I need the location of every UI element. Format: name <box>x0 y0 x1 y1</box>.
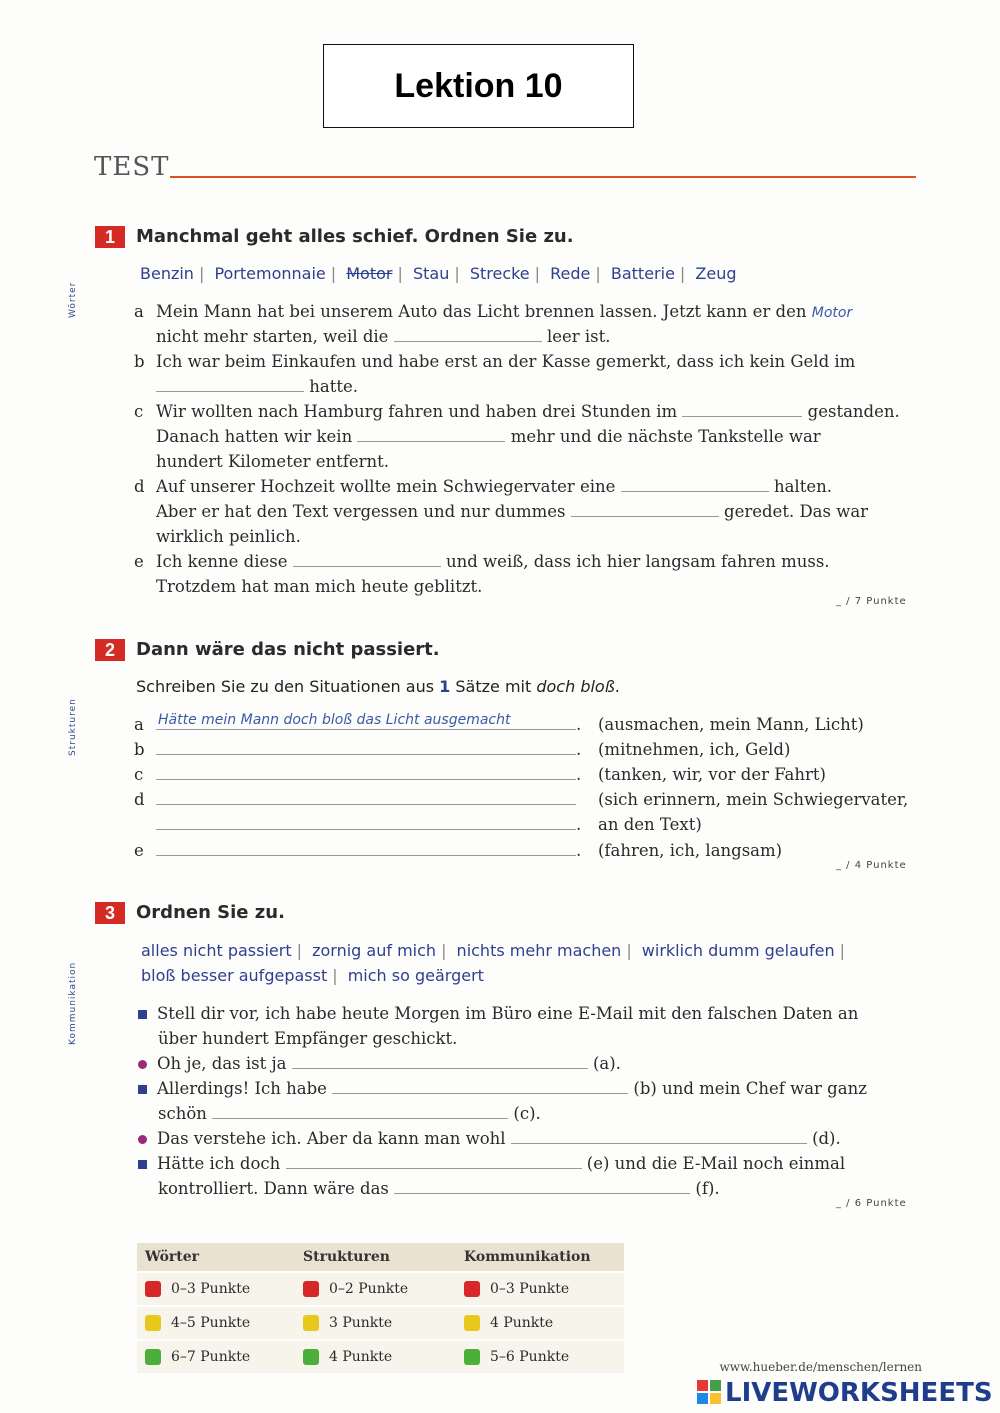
s3-dialog-line8: kontrolliert. Dann wäre das (f). <box>158 1179 720 1198</box>
speaker-b-circle-icon <box>138 1135 147 1144</box>
s3-blank-e[interactable] <box>286 1154 582 1169</box>
s1-item-d-line3: wirklich peinlich. <box>156 527 301 546</box>
green-square-icon <box>464 1349 480 1365</box>
lesson-title: Lektion 10 <box>323 44 634 128</box>
section1-title: Manchmal geht alles schief. Ordnen Sie zu. <box>136 226 574 247</box>
section1-word-bank: Benzin | Portemonnaie | Motor | Stau | Strecke | Rede | Batterie | Zeug <box>140 264 737 283</box>
section2-instruction: Schreiben Sie zu den Situationen aus 1 Sätze mit doch bloß. <box>136 677 620 696</box>
section3-side-label: Kommunikation <box>68 961 78 1045</box>
s2-hint-e: (fahren, ich, langsam) <box>598 841 783 860</box>
speaker-a-square-icon <box>138 1010 147 1019</box>
section2-title: Dann wäre das nicht passiert. <box>136 639 440 660</box>
score-table-header <box>137 1243 624 1272</box>
s3-dialog-line2: über hundert Empfänger geschickt. <box>158 1029 458 1048</box>
s2-hint-b: (mitnehmen, ich, Geld) <box>598 740 791 759</box>
score-row-green: 6–7 Punkte 4 Punkte 5–6 Punkte <box>137 1340 624 1373</box>
score-table <box>137 1243 624 1373</box>
score-header-kommunikation: Kommunikation <box>456 1243 624 1272</box>
score-header-woerter: Wörter <box>137 1243 295 1272</box>
score-row-red: 0–3 Punkte 0–2 Punkte 0–3 Punkte <box>137 1272 624 1306</box>
s1-blank-c2[interactable] <box>357 427 505 442</box>
test-divider <box>170 176 916 178</box>
s2-item-d-line2: . <box>156 815 581 834</box>
s2-item-a: a Hätte mein Mann doch bloß das Licht ausgemacht . <box>134 712 582 734</box>
s1-item-b-line1: b Ich war beim Einkaufen und habe erst an der Kasse gemerkt, dass ich kein Geld im <box>134 352 856 371</box>
s1-item-a-line2: nicht mehr starten, weil die leer ist. <box>156 327 611 346</box>
s1-blank-d1[interactable] <box>621 477 769 492</box>
s3-dialog-line1: Stell dir vor, ich habe heute Morgen im Büro eine E-Mail mit den falschen Daten an <box>138 1004 858 1023</box>
s3-blank-d[interactable] <box>511 1129 807 1144</box>
word-rede: Rede <box>550 264 591 283</box>
s2-blank-a[interactable] <box>156 712 576 730</box>
s1-item-e-line1: e Ich kenne diese und weiß, dass ich hier langsam fahren muss. <box>134 552 830 571</box>
section1-points: _ / 7 Punkte <box>836 596 907 607</box>
yellow-square-icon <box>464 1315 480 1331</box>
score-header-strukturen: Strukturen <box>295 1243 456 1272</box>
s2-hint-d1: (sich erinnern, mein Schwiegervater, <box>598 790 909 809</box>
s3-blank-c[interactable] <box>212 1104 508 1119</box>
s3-dialog-line5: schön (c). <box>158 1104 541 1123</box>
green-square-icon <box>145 1349 161 1365</box>
red-square-icon <box>145 1281 161 1297</box>
s2-hint-d2: an den Text) <box>598 815 702 834</box>
s2-blank-e[interactable] <box>156 841 576 856</box>
s2-hint-a: (ausmachen, mein Mann, Licht) <box>598 715 864 734</box>
section1-side-label: Wörter <box>68 281 78 318</box>
speaker-b-circle-icon <box>138 1060 147 1069</box>
s1-item-a-line1: a Mein Mann hat bei unserem Auto das Licht brennen lassen. Jetzt kann er den Motor <box>134 302 853 321</box>
speaker-a-square-icon <box>138 1085 147 1094</box>
s2-answer-a: Hätte mein Mann doch bloß das Licht ausgemacht <box>158 712 511 728</box>
yellow-square-icon <box>303 1315 319 1331</box>
s3-blank-b[interactable] <box>332 1079 628 1094</box>
s2-blank-d1[interactable] <box>156 790 576 805</box>
s3-blank-a[interactable] <box>292 1054 588 1069</box>
section2-number: 2 <box>95 639 125 661</box>
red-square-icon <box>303 1281 319 1297</box>
s3-blank-f[interactable] <box>394 1179 690 1194</box>
word-motor-used: Motor <box>346 264 393 283</box>
s2-blank-d2[interactable] <box>156 815 576 830</box>
word-benzin: Benzin <box>140 264 194 283</box>
s3-dialog-line7: Hätte ich doch (e) und die E-Mail noch einmal <box>138 1154 845 1173</box>
s1-item-d-line2: Aber er hat den Text vergessen und nur dummes geredet. Das war <box>156 502 869 521</box>
green-square-icon <box>303 1349 319 1365</box>
s1-blank-c1[interactable] <box>682 402 802 417</box>
section2-side-label: Strukturen <box>68 698 78 756</box>
s2-blank-b[interactable] <box>156 740 576 755</box>
section3-phrase-bank-line2: bloß besser aufgepasst | mich so geärgert <box>141 966 484 985</box>
s1-answer-a: Motor <box>811 305 853 321</box>
s3-dialog-line3: Oh je, das ist ja (a). <box>138 1054 621 1073</box>
s2-blank-c[interactable] <box>156 765 576 780</box>
s3-dialog-line6: Das verstehe ich. Aber da kann man wohl (d). <box>138 1129 841 1148</box>
footer-url: www.hueber.de/menschen/lernen <box>719 1360 922 1374</box>
section3-phrase-bank-line1: alles nicht passiert | zornig auf mich | nichts mehr machen | wirklich dumm gelaufen | <box>141 941 846 960</box>
s1-item-c-line1: c Wir wollten nach Hamburg fahren und haben drei Stunden im gestanden. <box>134 402 900 421</box>
s3-dialog-line4: Allerdings! Ich habe (b) und mein Chef war ganz <box>138 1079 867 1098</box>
s2-item-b: b . <box>134 740 582 759</box>
s1-blank-d2[interactable] <box>571 502 719 517</box>
word-batterie: Batterie <box>610 264 675 283</box>
s1-blank-e[interactable] <box>293 552 441 567</box>
s1-item-d-line1: d Auf unserer Hochzeit wollte mein Schwiegervater eine halten. <box>134 477 832 496</box>
word-zeug: Zeug <box>695 264 737 283</box>
s2-item-d-line1: d <box>134 790 576 809</box>
red-square-icon <box>464 1281 480 1297</box>
s2-item-e: e . <box>134 841 582 860</box>
liveworksheets-grid-icon <box>697 1380 721 1404</box>
test-heading: TEST <box>94 152 170 182</box>
s1-item-e-line2: Trotzdem hat man mich heute geblitzt. <box>156 577 483 596</box>
s1-item-c-line2: Danach hatten wir kein mehr und die nächste Tankstelle war <box>156 427 821 446</box>
s2-item-c: c . <box>134 765 582 784</box>
s1-item-c-line3: hundert Kilometer entfernt. <box>156 452 390 471</box>
word-portemonnaie: Portemonnaie <box>214 264 326 283</box>
word-strecke: Strecke <box>469 264 530 283</box>
word-stau: Stau <box>412 264 450 283</box>
yellow-square-icon <box>145 1315 161 1331</box>
section3-title: Ordnen Sie zu. <box>136 902 285 923</box>
speaker-a-square-icon <box>138 1160 147 1169</box>
s1-blank-a[interactable] <box>394 327 542 342</box>
s1-item-b-line2: hatte. <box>156 377 358 396</box>
section3-number: 3 <box>95 902 125 924</box>
s2-hint-c: (tanken, wir, vor der Fahrt) <box>598 765 826 784</box>
score-row-yellow: 4–5 Punkte 3 Punkte 4 Punkte <box>137 1306 624 1340</box>
s1-blank-b[interactable] <box>156 377 304 392</box>
liveworksheets-logo: LIVEWORKSHEETS <box>697 1378 993 1408</box>
section3-points: _ / 6 Punkte <box>836 1198 907 1209</box>
section1-number: 1 <box>95 226 125 248</box>
section2-points: _ / 4 Punkte <box>836 860 907 871</box>
